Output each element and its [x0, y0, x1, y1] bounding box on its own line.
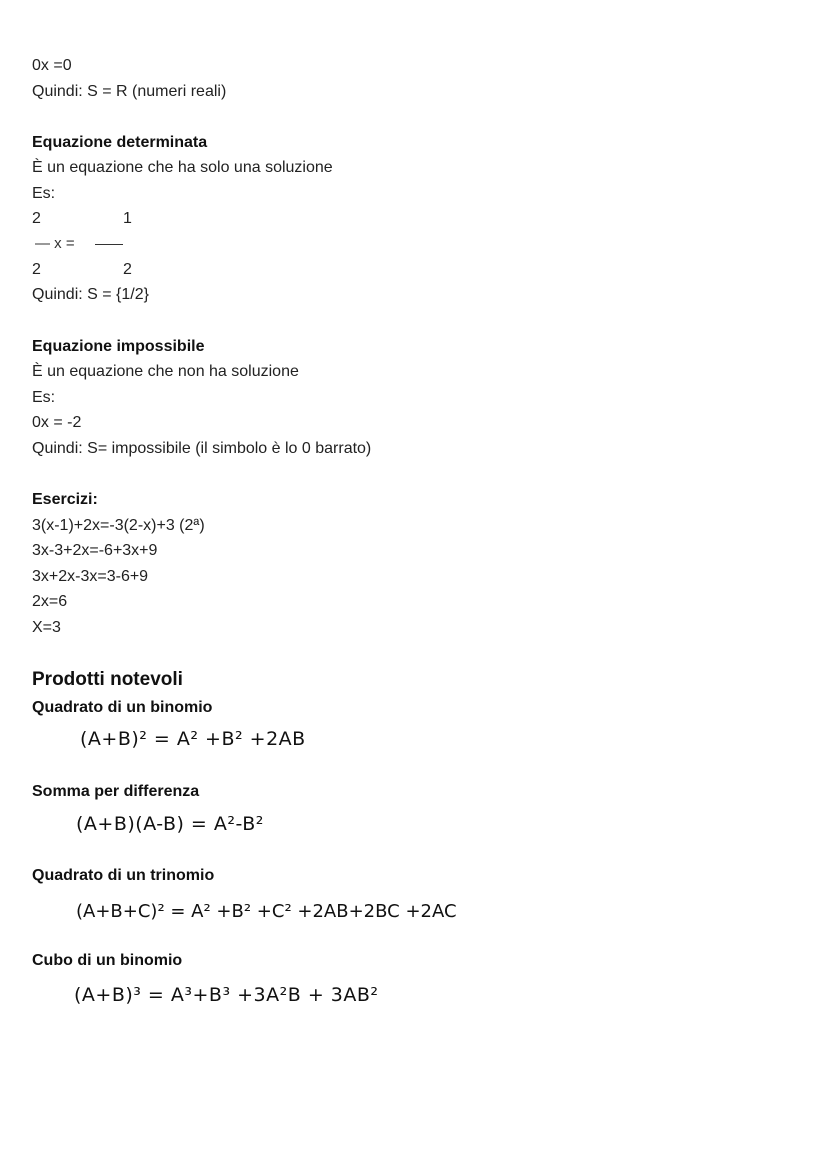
esercizio-step: 2x=6 [32, 593, 68, 610]
fraction-middle: — x = [35, 235, 75, 252]
formula-quadrato-trinomio: (A+B+C)² = A² +B² +C² +2AB+2BC +2AC [76, 901, 457, 922]
determinata-description: È un equazione che ha solo una soluzione [32, 159, 333, 176]
heading-equazione-impossibile: Equazione impossibile [32, 338, 205, 355]
fraction-bar-right [95, 244, 123, 245]
determinata-result: Quindi: S = {1/2} [32, 286, 149, 303]
fraction-denominator-left: 2 [32, 261, 41, 278]
heading-cubo-binomio: Cubo di un binomio [32, 952, 183, 969]
line-0x-equals-0: 0x =0 [32, 57, 72, 74]
fraction-denominator-right: 2 [123, 261, 132, 278]
heading-quadrato-binomio: Quadrato di un binomio [32, 699, 213, 716]
impossibile-description: È un equazione che non ha soluzione [32, 363, 299, 380]
heading-quadrato-trinomio: Quadrato di un trinomio [32, 867, 215, 884]
heading-equazione-determinata: Equazione determinata [32, 134, 208, 151]
formula-somma-differenza: (A+B)(A-B) = A²-B² [76, 813, 264, 835]
formula-quadrato-binomio: (A+B)² = A² +B² +2AB [80, 728, 306, 750]
fraction-numerator-right: 1 [123, 210, 132, 227]
determinata-es: Es: [32, 185, 56, 202]
esercizio-step: X=3 [32, 619, 61, 636]
heading-somma-differenza: Somma per differenza [32, 783, 200, 800]
formula-cubo-binomio: (A+B)³ = A³+B³ +3A²B + 3AB² [74, 984, 379, 1006]
line-quindi-reali: Quindi: S = R (numeri reali) [32, 83, 227, 100]
impossibile-example: 0x = -2 [32, 414, 82, 431]
esercizio-step: 3(x-1)+2x=-3(2-x)+3 (2ª) [32, 517, 205, 534]
esercizio-step: 3x-3+2x=-6+3x+9 [32, 542, 158, 559]
esercizio-step: 3x+2x-3x=3-6+9 [32, 568, 149, 585]
impossibile-es: Es: [32, 389, 56, 406]
impossibile-result: Quindi: S= impossibile (il simbolo è lo 0 barrato) [32, 440, 372, 457]
title-prodotti-notevoli: Prodotti notevoli [32, 669, 183, 690]
heading-esercizi: Esercizi: [32, 491, 98, 508]
fraction-numerator-left: 2 [32, 210, 41, 227]
